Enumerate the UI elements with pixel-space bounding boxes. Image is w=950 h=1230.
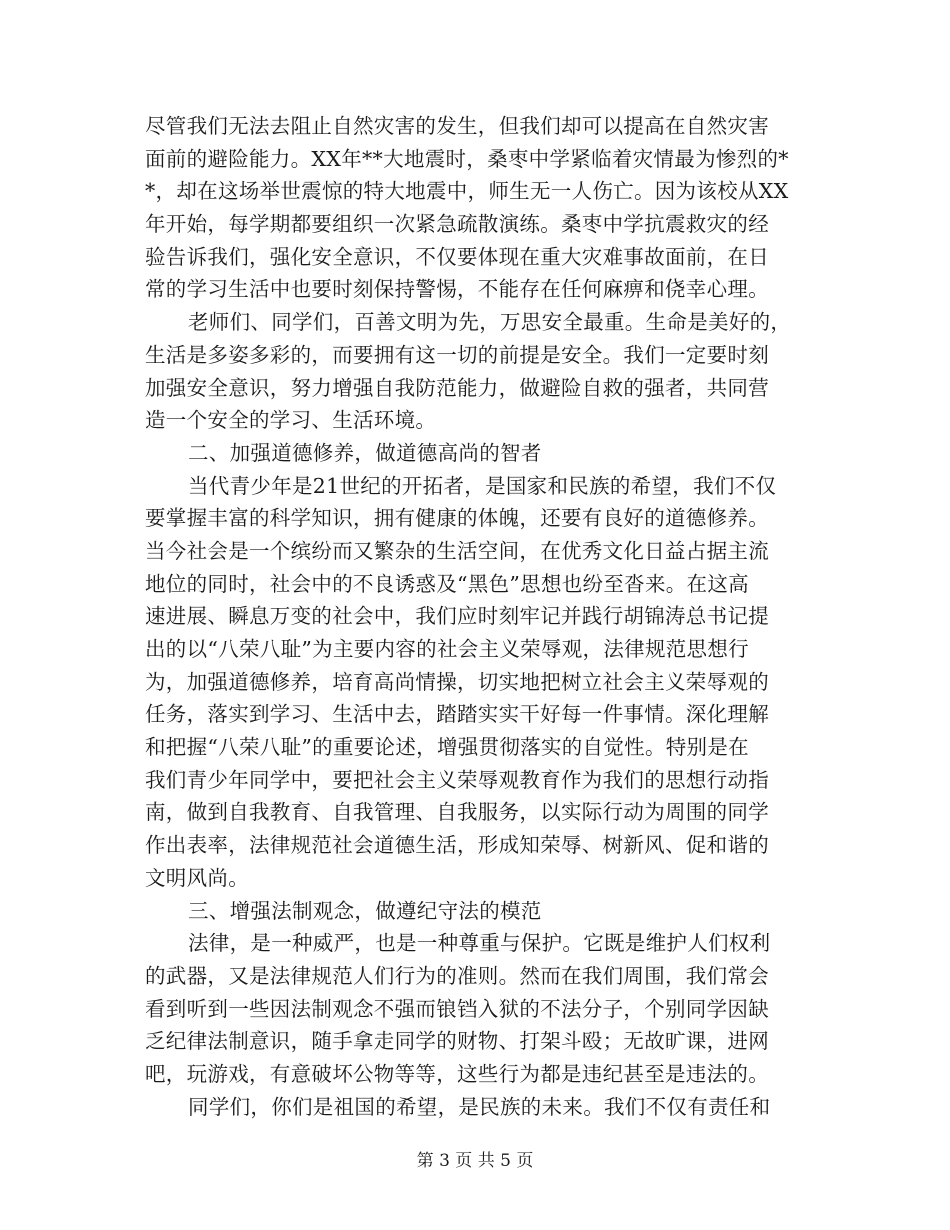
text-line: 年开始，每学期都要组织一次紧急疏散演练。桑枣中学抗震救灾的经 [145, 212, 769, 237]
text-line: 验告诉我们，强化安全意识，不仅要体现在重大灾难事故面前，在日 [145, 244, 769, 269]
body-text [145, 110, 810, 1123]
page-number: 第 3 页 共 5 页 [416, 1151, 534, 1171]
text-line: 为，加强道德修养，培育高尚情操，切实地把树立社会主义荣辱观的 [145, 669, 769, 694]
text-line: 生活是多姿多彩的，而要拥有这一切的前提是安全。我们一定要时刻 [145, 342, 769, 367]
text-line: *，却在这场举世震惊的特大地震中，师生无一人伤亡。因为该校从XX [145, 179, 789, 204]
text-line: 要掌握丰富的科学知识，拥有健康的体魄，还要有良好的道德修养。 [145, 506, 769, 531]
text-line: 同学们，你们是祖国的希望，是民族的未来。我们不仅有责任和 [188, 1094, 771, 1119]
text-line: 速进展、瞬息万变的社会中，我们应时刻牢记并践行胡锦涛总书记提 [145, 604, 769, 629]
text-line: 造一个安全的学习、生活环境。 [145, 408, 437, 433]
text-line: 出的以“八荣八耻”为主要内容的社会主义荣辱观，法律规范思想行 [145, 637, 749, 661]
text-line: 看到听到一些因法制观念不强而锒铛入狱的不法分子，个别同学因缺 [145, 996, 769, 1021]
text-line: 面前的避险能力。XX年**大地震时，桑枣中学紧临着灾情最为惨烈的* [145, 146, 789, 171]
text-line: 和把握“八荣八耻”的重要论述，增强贯彻落实的自觉性。特别是在 [145, 735, 749, 760]
text-line: 老师们、同学们，百善文明为先，万思安全最重。生命是美好的， [188, 310, 792, 335]
text-line: 吧，玩游戏，有意破坏公物等等，这些行为都是违纪甚至是违法的。 [145, 1061, 769, 1086]
text-line: 乏纪律法制意识，随手拿走同学的财物、打架斗殴；无故旷课，进网 [145, 1029, 769, 1054]
text-line: 地位的同时，社会中的不良诱惑及“黑色”思想也纷至沓来。在这高 [145, 571, 749, 596]
text-line: 常的学习生活中也要时刻保持警惕，不能存在任何麻痹和侥幸心理。 [145, 277, 769, 302]
text-line: 文明风尚。 [145, 865, 249, 890]
text-line: 当今社会是一个缤纷而又繁杂的生活空间，在优秀文化日益占据主流 [145, 538, 769, 563]
text-line: 的武器，又是法律规范人们行为的准则。然而在我们周围，我们常会 [145, 963, 769, 988]
section-heading: 三、增强法制观念，做遵纪守法的模范 [188, 898, 542, 923]
section-heading: 二、加强道德修养，做道德高尚的智者 [188, 440, 542, 465]
text-line: 法律，是一种威严，也是一种尊重与保护。它既是维护人们权利 [188, 931, 771, 956]
text-line: 加强安全意识，努力增强自我防范能力，做避险自救的强者，共同营 [145, 375, 769, 400]
text-line: 任务，落实到学习、生活中去，踏踏实实干好每一件事情。深化理解 [145, 702, 769, 727]
text-line: 作出表率，法律规范社会道德生活，形成知荣辱、树新风、促和谐的 [145, 833, 769, 858]
text-line: 尽管我们无法去阻止自然灾害的发生，但我们却可以提高在自然灾害 [145, 114, 769, 138]
text-line: 当代青少年是21世纪的开拓者，是国家和民族的希望，我们不仅 [188, 473, 777, 498]
text-line: 南，做到自我教育、自我管理、自我服务，以实际行动为周围的同学 [145, 800, 769, 825]
text-line: 我们青少年同学中，要把社会主义荣辱观教育作为我们的思想行动指 [145, 767, 769, 792]
